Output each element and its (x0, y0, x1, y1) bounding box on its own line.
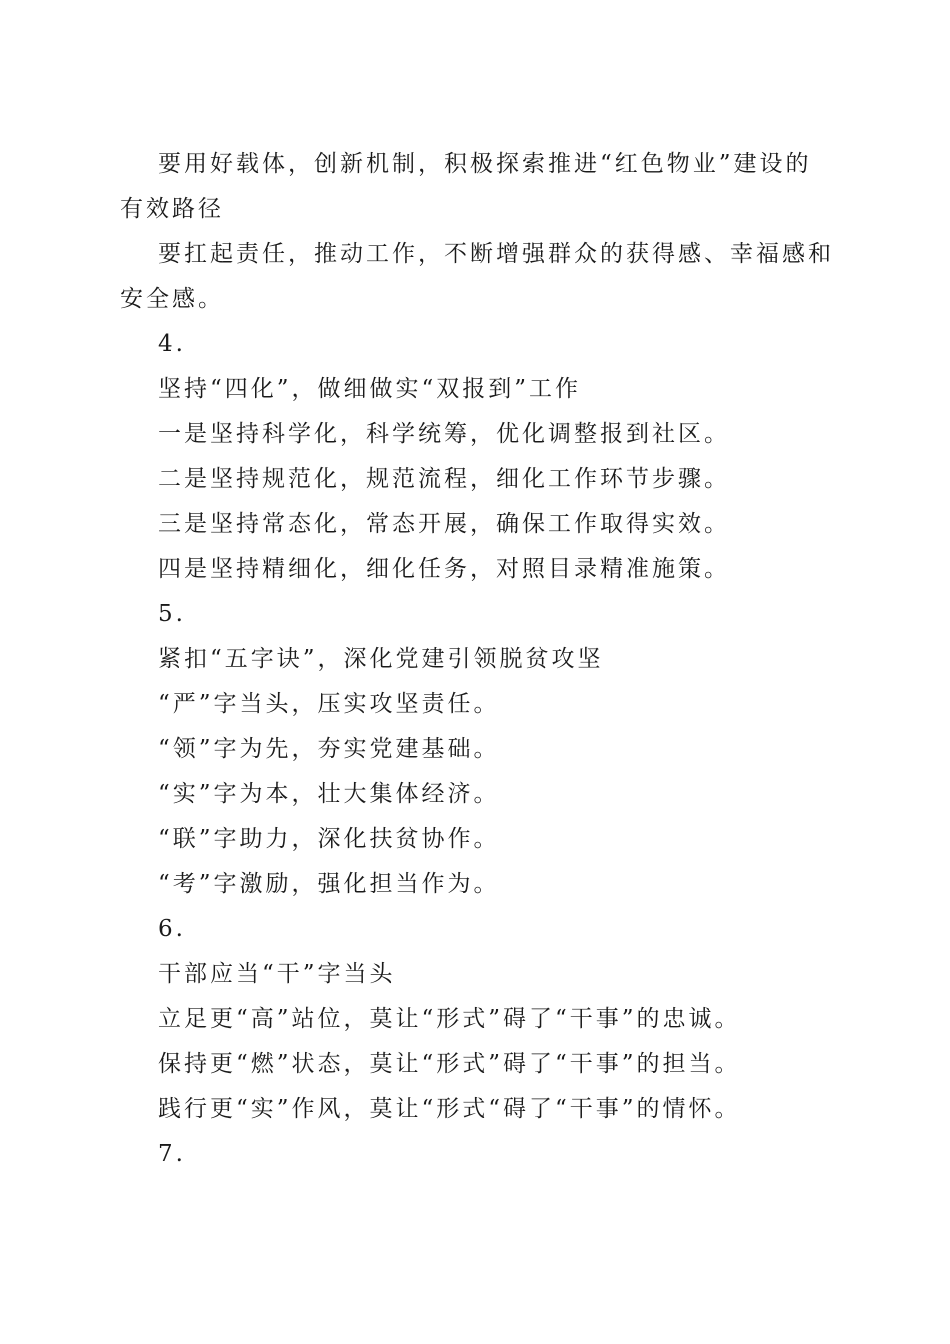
section-number: 7. (158, 1141, 186, 1167)
section-heading: 坚持“四化”，做细做实“双报到”工作 (158, 376, 582, 402)
paragraph-line: 安全感。 (120, 286, 224, 312)
paragraph-line: 一是坚持科学化，科学统筹，优化调整报到社区。 (158, 421, 730, 447)
document-body (120, 142, 834, 1177)
section-number: 5. (158, 601, 186, 627)
paragraph-line: 二是坚持规范化，规范流程，细化工作环节步骤。 (158, 466, 730, 492)
paragraph-line: 要扛起责任，推动工作，不断增强群众的获得感、幸福感和 (158, 241, 834, 267)
paragraph-line: “实”字为本，壮大集体经济。 (158, 781, 500, 807)
section-heading: 干部应当“干”字当头 (158, 961, 396, 987)
paragraph-line: “联”字助力，深化扶贫协作。 (158, 826, 500, 852)
paragraph-line: “考”字激励，强化担当作为。 (158, 871, 500, 897)
paragraph-line: 践行更“实”作风，莫让“形式“碍了“干事”的情怀。 (158, 1096, 741, 1122)
section-number: 4. (158, 331, 186, 357)
paragraph-line: 有效路径 (120, 196, 224, 222)
paragraph-line: 保持更“燃”状态，莫让“形式”碍了“干事”的担当。 (158, 1051, 741, 1077)
paragraph-line: 要用好载体，创新机制，积极探索推进“红色物业”建设的 (158, 151, 812, 177)
paragraph-line: “领”字为先，夯实党建基础。 (158, 736, 500, 762)
section-number: 6. (158, 916, 186, 942)
section-heading: 紧扣“五字诀”，深化党建引领脱贫攻坚 (158, 646, 604, 672)
paragraph-line: “严”字当头，压实攻坚责任。 (158, 691, 500, 717)
paragraph-line: 四是坚持精细化，细化任务，对照目录精准施策。 (158, 556, 730, 582)
paragraph-line: 立足更“高”站位，莫让“形式”碍了“干事”的忠诚。 (158, 1006, 741, 1032)
paragraph-line: 三是坚持常态化，常态开展，确保工作取得实效。 (158, 511, 730, 537)
